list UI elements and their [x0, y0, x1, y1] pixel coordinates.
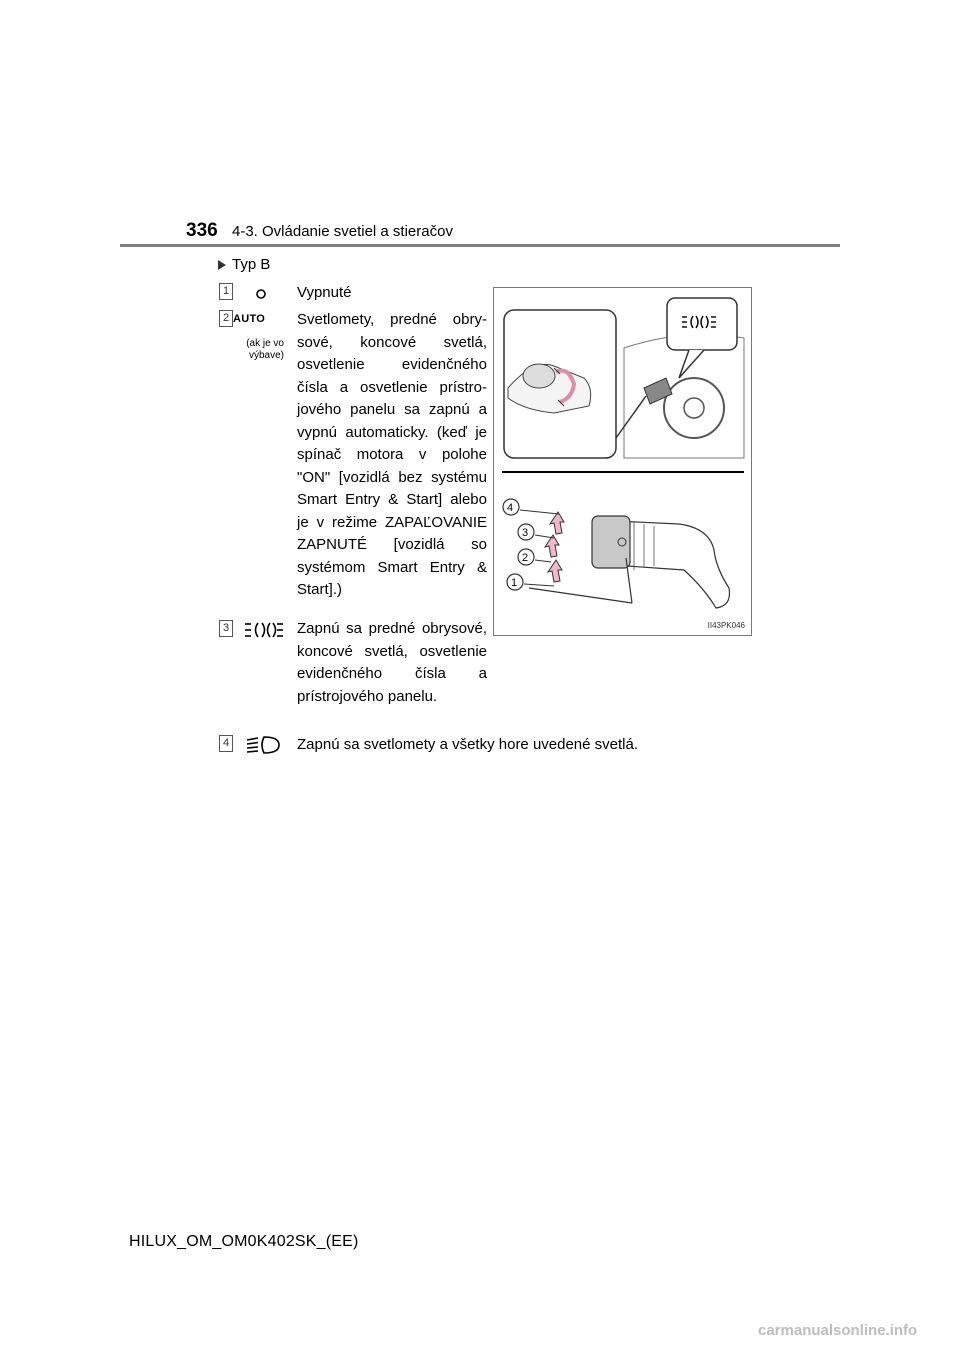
callout-2: 2 [522, 552, 529, 564]
item-number-4: 4 [219, 735, 233, 752]
item-number-1: 1 [219, 283, 233, 300]
light-switch-figure [493, 287, 752, 636]
auto-availability-note: (ak je vo výbave) [246, 338, 284, 361]
light-switch-illustration [494, 288, 751, 635]
off-circle-icon [254, 287, 268, 301]
footer-doc-code: HILUX_OM_OM0K402SK_(EE) [129, 1233, 359, 1250]
auto-icon: AUTO [233, 313, 266, 325]
headlight-icon [246, 735, 282, 755]
callout-3: 3 [522, 527, 529, 539]
page-number: 336 [186, 220, 218, 241]
watermark: carmanualsonline.info [758, 1322, 918, 1339]
item-4-text: Zapnú sa svetlomety a všetky hore uvedené svetlá. [297, 736, 639, 753]
triangle-bullet-icon [218, 260, 226, 270]
item-number-2: 2 [219, 310, 233, 327]
item-3-text: Zapnú sa predné obrysové, koncové svetlá, osvetlenie evidenčného čísla a prístrojového panelu. [297, 620, 487, 705]
item-2-text: Svetlomety, predné obrysové, koncové svetlá, osvetlenie evidenčného čísla a osvetlenie prístrojového panelu sa zapnú a vypnú automaticky. (keď je spínač motora v polohe "ON" [vozidlá bez systému Smart Entry & Start] alebo je v režime ZAPAĽOVANIE ZAPNUTÉ [vozidlá so systémom Smart Entry & Start].) [297, 311, 487, 598]
parking-light-icon [244, 621, 284, 639]
item-1-text: Vypnuté [297, 284, 352, 301]
item-number-3: 3 [219, 620, 233, 637]
header-divider [120, 244, 840, 247]
section-title: 4-3. Ovládanie svetiel a stieračov [232, 223, 453, 240]
callout-4: 4 [507, 502, 514, 514]
type-heading [218, 256, 270, 273]
callout-1: 1 [511, 577, 518, 589]
type-heading-text: Typ B [232, 256, 271, 273]
figure-code: II43PK046 [707, 621, 745, 630]
